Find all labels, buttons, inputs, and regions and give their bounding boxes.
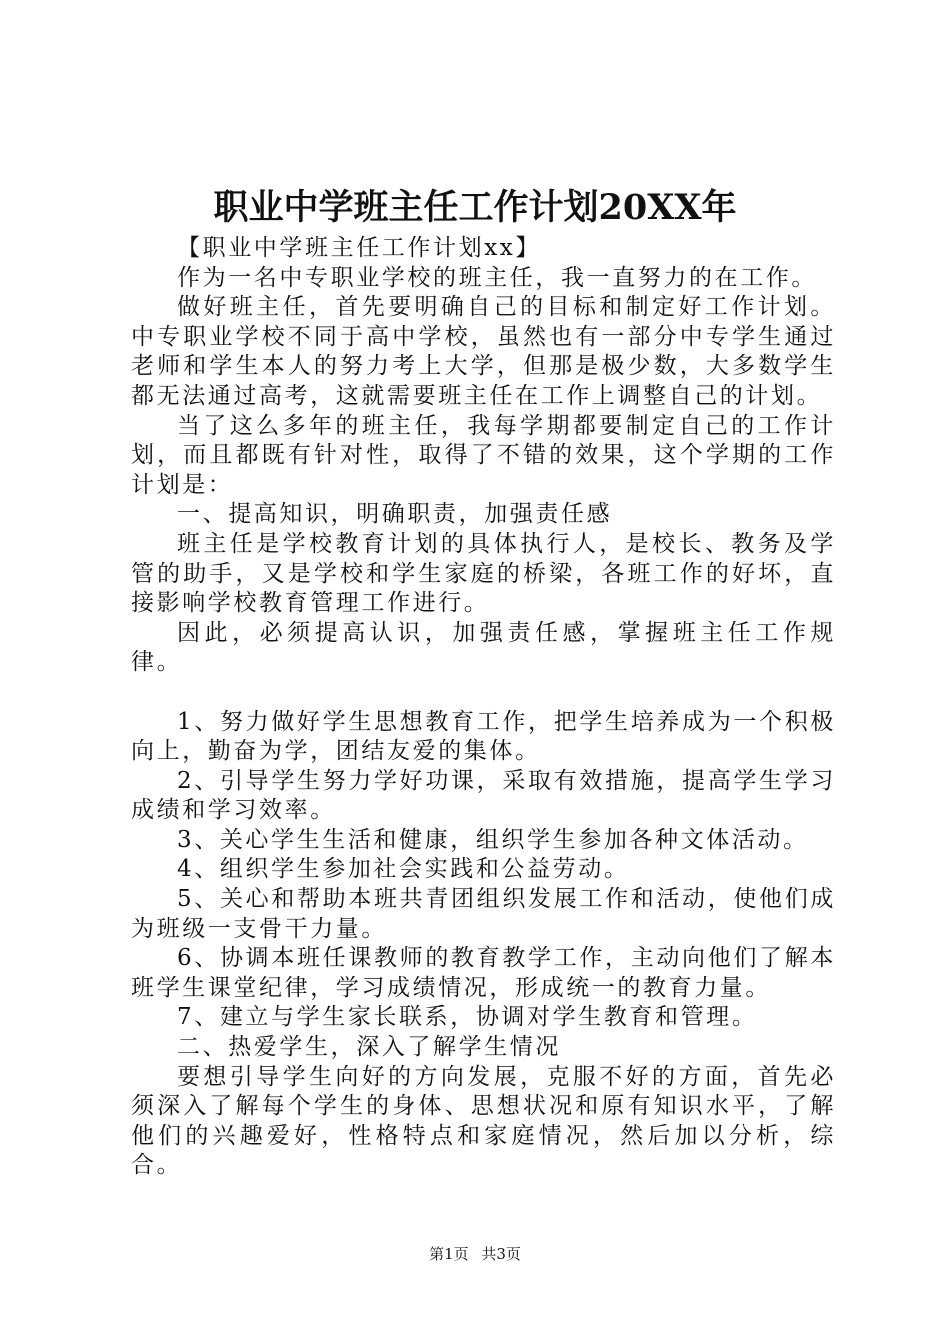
list-item-2: 2、引导学生努力学好功课，采取有效措施，提高学生学习成绩和学习效率。 [131,767,836,824]
paragraph-awareness: 因此，必须提高认识，加强责任感，掌握班主任工作规律。 [131,619,836,676]
paragraph-plan-intro: 当了这么多年的班主任，我每学期都要制定自己的工作计划，而且都既有针对性，取得了不错的效果，这个学期的工作计划是： [131,412,836,498]
document-title: 职业中学班主任工作计划20XX年 [213,187,737,228]
section-heading-2: 二、热爱学生，深入了解学生情况 [177,1034,561,1061]
list-item-4: 4、组织学生参加社会实践和公益劳动。 [177,856,630,883]
document-body [131,234,836,1181]
page-total: 共3页 [481,1245,521,1263]
paragraph-goals: 做好班主任，首先要明确自己的目标和制定好工作计划。中专职业学校不同于高中学校，虽然也有一部分中专学生通过老师和学生本人的努力考上大学，但那是极少数，大多数学生都无法通过高考，这就需要班主任在工作上调整自己的计划。 [131,294,836,409]
list-item-6: 6、协调本班任课教师的教育教学工作，主动向他们了解本班学生课堂纪律，学习成绩情况，形成统一的教育力量。 [131,945,836,1001]
paragraph-subtitle: 【职业中学班主任工作计划xx】 [177,235,541,261]
list-item-1: 1、努力做好学生思想教育工作，把学生培养成为一个积极向上，勤奋为学，团结友爱的集体。 [131,708,836,765]
list-item-5: 5、关心和帮助本班共青团组织发展工作和活动，使他们成为班级一支骨干力量。 [131,886,836,942]
paragraph-role: 班主任是学校教育计划的具体执行人，是校长、教务及学管的助手，又是学校和学生家庭的桥梁，各班工作的好坏，直接影响学校教育管理工作进行。 [131,530,836,617]
page-number: 第1页 [429,1245,469,1263]
list-item-7: 7、建立与学生家长联系，协调对学生教育和管理。 [177,1004,758,1031]
paragraph-understand-students: 要想引导学生向好的方向发展，克服不好的方面，首先必须深入了解每个学生的身体、思想状况和原有知识水平，了解他们的兴趣爱好，性格特点和家庭情况，然后加以分析，综合。 [131,1063,836,1179]
blank-line [131,678,836,708]
list-item-3: 3、关心学生生活和健康，组织学生参加各种文体活动。 [177,826,809,853]
section-heading-1: 一、提高知识，明确职责，加强责任感 [177,501,613,528]
paragraph-intro: 作为一名中专职业学校的班主任，我一直努力的在工作。 [177,264,817,291]
page-footer [0,1244,950,1264]
